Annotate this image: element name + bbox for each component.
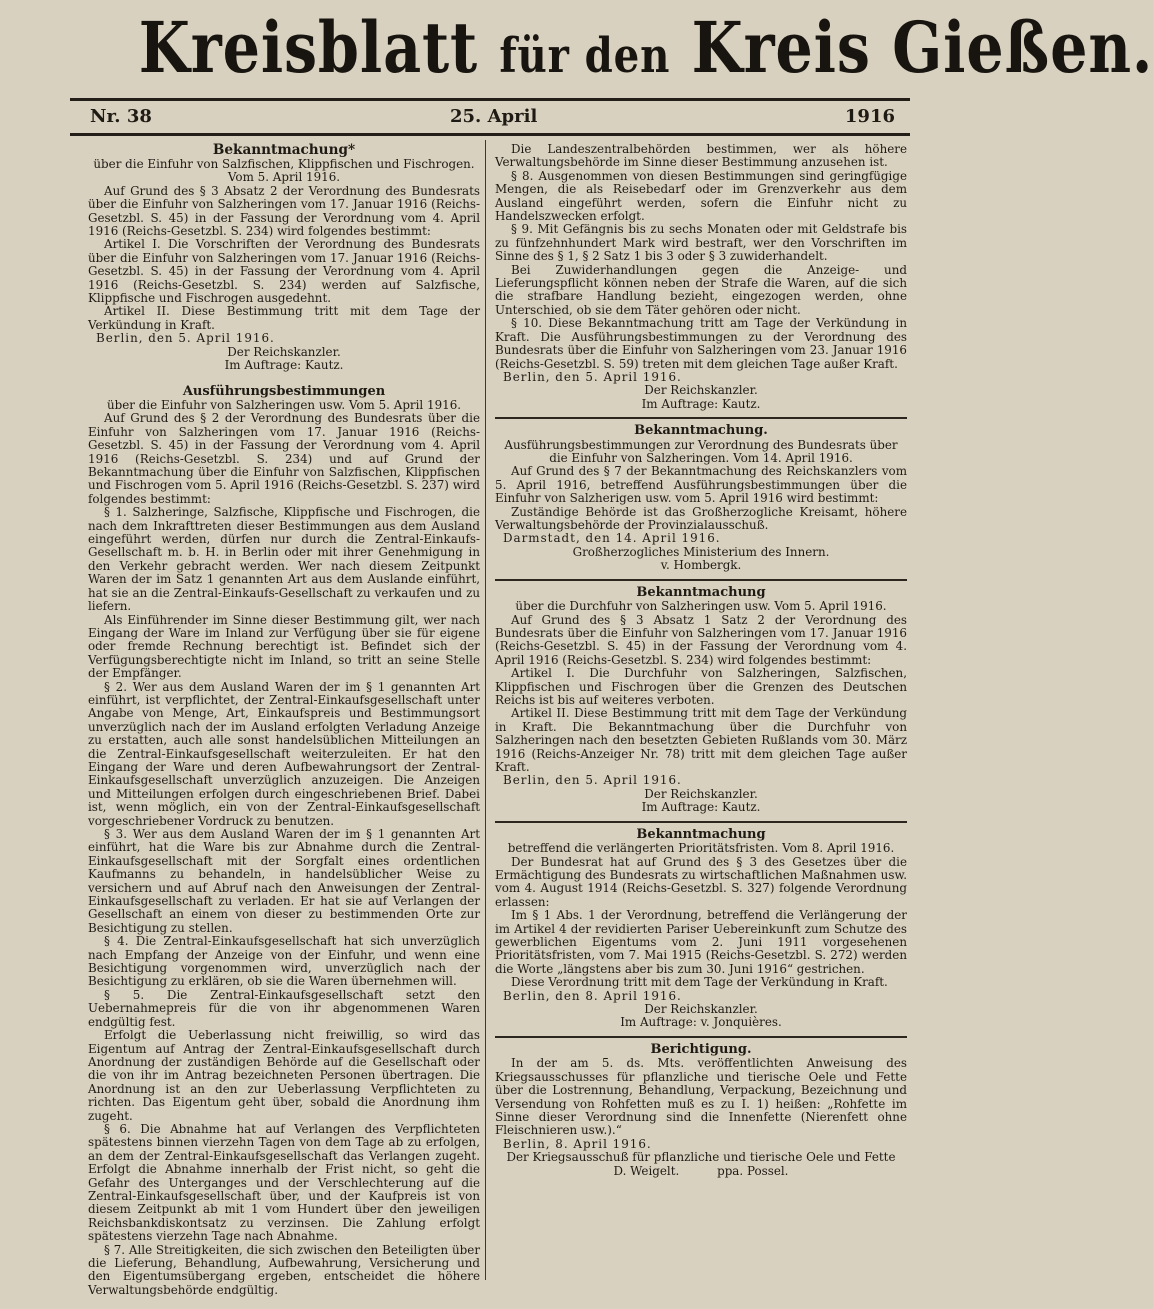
right-column: [495, 143, 907, 1293]
paragraph: § 3. Wer aus dem Ausland Waren der im § 1 genannten Art einführt, hat die Ware bis zur Abnahme durch die Zentral-Einkaufsgesellschaft mit der Sorgfalt eines ordentlichen Kaufmanns zu behandeln, in handelsüblicher Weise zu versichern und auf Abruf nach den Anweisungen der Zentral-Einkaufsgesellschaft zu verladen. Er hat sie auf Verlangen der Gesellschaft an einem von dieser zu bestimmenden Orte zur Besichtigung zu stellen.: [88, 827, 480, 935]
paragraph: § 8. Ausgenommen von diesen Bestimmungen sind geringfügige Mengen, die als Reisebedarf oder im Grenzverkehr aus dem Ausland eingeführt werden, sofern die Einfuhr nicht zu Handelszwecken erfolgt.: [495, 168, 907, 224]
bottom-rule: [70, 133, 910, 136]
paragraph: § 5. Die Zentral-Einkaufsgesellschaft setzt den Uebernahmepreis für die von ihr abgenommenen Waren endgültig fest.: [88, 987, 480, 1029]
paragraph: § 4. Die Zentral-Einkaufsgesellschaft hat sich unverzüglich nach Empfang der Anzeige von der Einfuhr, und wenn eine Besichtigung vorgenommen wird, unverzüglich nach der Besichtigung zu erklären, ob sie die Waren übernehmen will.: [88, 934, 480, 989]
article-heading: Berichtigung.: [650, 1041, 752, 1057]
paragraph: § 9. Mit Gefängnis bis zu sechs Monaten oder mit Geldstrafe bis zu fünfzehnhundert Mark wird bestraft, wer den Vorschriften im Sinne des § 1, § 2 Satz 1 bis 3 oder § 3 zuwiderhandelt.: [495, 222, 907, 264]
place-date: Berlin, 8. April 1916.: [503, 1136, 652, 1151]
issue-number: Nr. 38: [90, 106, 152, 127]
place-date: Berlin, den 8. April 1916.: [503, 988, 682, 1003]
paragraph: Artikel II. Diese Bestimmung tritt mit dem Tage der Verkündung in Kraft.: [88, 304, 480, 332]
signature-name: D. Weigelt. ppa. Possel.: [613, 1163, 789, 1178]
paragraph: Auf Grund des § 7 der Bekanntmachung des Reichskanzlers vom 5. April 1916, betreffend Ausführungsbestimmungen über die Einfuhr von Salzherigen usw. vom 5. April 1916 wird bestimmt:: [495, 464, 907, 506]
signature-title: Der Reichskanzler.: [227, 344, 341, 359]
issue-date: 25. April: [450, 106, 538, 127]
place-date: Berlin, den 5. April 1916.: [503, 773, 682, 788]
article-subheading: über die Durchfuhr von Salzheringen usw. Vom 5. April 1916.: [515, 599, 887, 614]
paragraph: § 6. Die Abnahme hat auf Verlangen des Verpflichteten spätestens binnen vierzehn Tagen von dem Tage ab zu erfolgen, an dem der Zentral-Einkaufsgesellschaft das Verlangen zugeht. Erfolgt die Abnahme innerhalb der Frist nicht, so geht die Gefahr des Unterganges und der Verschlechterung auf die Zentral-Einkaufsgesellschaft über, und der Kaufpreis ist von diesem Zeitpunkt ab mit 1 vom Hundert über den jeweiligen Reichsbankdiskontsatz zu verzinsen. Die Zahlung erfolgt spätestens vierzehn Tage nach Abnahme.: [88, 1121, 480, 1244]
masthead: [138, 4, 1153, 92]
paragraph: § 2. Wer aus dem Ausland Waren der im § 1 genannten Art einführt, ist verpflichtet, der Zentral-Einkaufsgesellschaft unter Angabe von Menge, Art, Einkaufspreis und Bestimmungsort unverzüglich nach der im Ausland erfolgten Verladung Anzeige zu erstatten, auch alle sonst handelsüblichen Mitteilungen an die Zentral-Einkaufsgesellschaft weiterzuleiten. Er hat den Eingang der Ware und deren Aufbewahrungsort der Zentral-Einkaufsgesellschaft unverzüglich anzuzeigen. Die Anzeigen und Mitteilungen erfolgen durch eingeschriebenen Brief. Dabei ist, wenn möglich, ein von der Zentral-Einkaufsgesellschaft vorgeschriebener Vordruck zu benutzen.: [88, 679, 480, 828]
article-heading: Bekanntmachung.: [634, 423, 768, 439]
left-column: [88, 142, 480, 1297]
signature-name: Im Auftrage: Kautz.: [641, 800, 761, 815]
signature-title: Der Reichskanzler.: [644, 1002, 758, 1017]
paragraph: Diese Verordnung tritt mit dem Tage der Verkündung in Kraft.: [511, 975, 888, 990]
signature-title: Der Reichskanzler.: [644, 786, 758, 801]
article-heading: Ausführungsbestimmungen: [182, 383, 386, 399]
section-divider: [495, 579, 907, 581]
paragraph: § 7. Alle Streitigkeiten, die sich zwischen den Beteiligten über die Lieferung, Behandlung, Aufbewahrung, Versicherung und den Eigentumsübergang ergeben, entscheidet die höhere Verwaltungsbehörde endgültig.: [88, 1242, 480, 1297]
paragraph: Zuständige Behörde ist das Großherzogliche Kreisamt, höhere Verwaltungsbehörde der Provinzialausschuß.: [495, 504, 907, 533]
article-subheading: über die Einfuhr von Salzfischen, Klippfischen und Fischrogen. Vom 5. April 1916.: [93, 157, 475, 185]
masthead-title-b: für den: [499, 28, 671, 84]
masthead-title-c: Kreis Gießen.: [691, 6, 1153, 89]
place-date: Berlin, den 5. April 1916.: [96, 331, 275, 346]
masthead-title-a: Kreisblatt: [138, 6, 479, 89]
section-divider: [495, 1036, 907, 1038]
article-subheading: Ausführungsbestimmungen zur Verordnung des Bundesrats über die Einfuhr von Salzheringen. Vom 14. April 1916.: [504, 437, 898, 466]
signature-title: Großherzogliches Ministerium des Innern.: [572, 544, 830, 559]
paragraph: Die Landeszentralbehörden bestimmen, wer als höhere Verwaltungsbehörde im Sinne dieser Bestimmung anzusehen ist.: [495, 142, 907, 170]
paragraph: Bei Zuwiderhandlungen gegen die Anzeige- und Lieferungspflicht können neben der Strafe die Waren, auf die sich die strafbare Handlung bezieht, eingezogen werden, ohne Unterschied, ob sie dem Täter gehören oder nicht.: [495, 262, 907, 317]
paragraph: § 1. Salzheringe, Salzfische, Klippfische und Fischrogen, die nach dem Inkrafttreten dieser Bestimmungen aus dem Ausland eingeführt werden, dürfen nur durch die Zentral-Einkaufs-Gesellschaft m. b. H. in Berlin oder mit ihrer Genehmigung in den Verkehr gebracht werden. Wer nach diesem Zeitpunkt Waren der im Satz 1 genannten Art aus dem Auslande einführt, hat sie an die Zentral-Einkaufs-Gesellschaft zu verkaufen und zu liefern.: [88, 505, 480, 614]
paragraph: Der Bundesrat hat auf Grund des § 3 des Gesetzes über die Ermächtigung des Bundesrats zu wirtschaftlichen Maßnahmen usw. vom 4. August 1914 (Reichs-Gesetzbl. S. 327) folgende Verordnung erlassen:: [495, 854, 907, 909]
signature-name: v. Hombergk.: [660, 558, 742, 573]
article-heading: Bekanntmachung: [636, 826, 766, 842]
signature-name: Im Auftrage: v. Jonquières.: [620, 1015, 782, 1030]
issue-line: [70, 104, 910, 130]
paragraph: Erfolgt die Ueberlassung nicht freiwillig, so wird das Eigentum auf Antrag der Zentral-Einkaufsgesellschaft durch Anordnung der zuständigen Behörde auf die Gesellschaft oder die von ihr im Antrag bezeichneten Personen übertragen. Die Anordnung ist an den zur Ueberlassung Verpflichteten zu richten. Das Eigentum geht über, sobald die Anordnung ihm zugeht.: [88, 1028, 480, 1123]
paragraph: Auf Grund des § 2 der Verordnung des Bundesrats über die Einfuhr von Salzheringen vom 17. Januar 1916 (Reichs-Gesetzbl. S. 45) in der Fassung der Verordnung vom 4. April 1916 (Reichs-Gesetzbl. S. 234) und auf Grund der Bekanntmachung über die Einfuhr von Salzfischen, Klippfischen und Fischrogen vom 5. April 1916 (Reichs-Gesetzbl. S. 237) wird folgendes bestimmt:: [88, 411, 480, 506]
paragraph: § 10. Diese Bekanntmachung tritt am Tage der Verkündung in Kraft. Die Ausführungsbestimmungen zu der Verordnung des Bundesrats über die Einfuhr von Salzheringen vom 23. Januar 1916 (Reichs-Gesetzbl. S. 59) treten mit dem gleichen Tage außer Kraft.: [495, 316, 907, 371]
article-heading: Bekanntmachung: [636, 584, 766, 600]
article-heading: Bekanntmachung*: [212, 142, 356, 158]
article-subheading: betreffend die verlängerten Prioritätsfristen. Vom 8. April 1916.: [507, 841, 895, 856]
signature-title: Der Reichskanzler.: [644, 383, 758, 398]
signature-title: Der Kriegsausschuß für pflanzliche und tierische Oele und Fette: [506, 1150, 896, 1165]
issue-year: 1916: [844, 106, 895, 127]
paragraph: Artikel I. Die Vorschriften der Verordnung des Bundesrats über die Einfuhr von Salzheringen vom 17. Januar 1916 (Reichs-Gesetzbl. S. 45) in der Fassung der Verordnung vom 4. April 1916 (Reichs-Gesetzbl. S. 234) werden auf Salzfische, Klippfische und Fischrogen ausgedehnt.: [88, 237, 480, 306]
section-divider: [495, 417, 907, 419]
place-date: Berlin, den 5. April 1916.: [503, 369, 682, 384]
paragraph: Artikel I. Die Durchfuhr von Salzheringen, Salzfischen, Klippfischen und Fischrogen über die Grenzen des Deutschen Reichs ist bis auf weiteres verboten.: [495, 666, 907, 708]
paragraph: Artikel II. Diese Bestimmung tritt mit dem Tage der Verkündung in Kraft. Die Bekanntmachung über die Durchfuhr von Salzheringen nach den besetzten Gebieten Rußlands vom 30. März 1916 (Reichs-Anzeiger Nr. 78) tritt mit dem gleichen Tage außer Kraft.: [495, 706, 907, 775]
paragraph: Auf Grund des § 3 Absatz 2 der Verordnung des Bundesrats über die Einfuhr von Salzheringen vom 17. Januar 1916 (Reichs-Gesetzbl. S. 45) in der Fassung der Verordnung vom 4. April 1916 (Reichs-Gesetzbl. S. 234) wird folgendes bestimmt:: [88, 183, 480, 239]
place-date: Darmstadt, den 14. April 1916.: [503, 531, 721, 546]
paragraph: Im § 1 Abs. 1 der Verordnung, betreffend die Verlängerung der im Artikel 4 der revidierten Pariser Uebereinkunft zum Schutze des gewerblichen Eigentums vom 2. Juni 1911 vorgesehenen Prioritätsfristen, vom 7. Mai 1915 (Reichs-Gesetzbl. S. 272) werden die Worte „längstens aber bis zum 30. Juni 1916“ gestrichen.: [495, 908, 907, 976]
paragraph: In der am 5. ds. Mts. veröffentlichten Anweisung des Kriegsausschusses für pflanzliche und tierische Oele und Fette über die Lostrennung, Behandlung, Verpackung, Bezeichnung und Versendung von Rohfetten muß es zu I. 1) heißen: „Rohfette im Sinne dieser Verordnung sind die Innenfette (Nierenfett ohne Fleischnieren usw.).“: [495, 1056, 907, 1138]
top-rule: [70, 98, 910, 101]
paragraph: Als Einführender im Sinne dieser Bestimmung gilt, wer nach Eingang der Ware im Inland zur Verfügung über sie für eigene oder fremde Rechnung berechtigt ist. Befindet sich der Verfügungsberechtigte nicht im Inland, so tritt an seine Stelle der Empfänger.: [88, 612, 480, 681]
section-divider: [495, 821, 907, 823]
paragraph: Auf Grund des § 3 Absatz 1 Satz 2 der Verordnung des Bundesrats über die Einfuhr von Salzheringen vom 17. Januar 1916 (Reichs-Gesetzbl. S. 45) in der Fassung der Verordnung vom 4. April 1916 (Reichs-Gesetzbl. S. 234) wird folgendes bestimmt:: [495, 612, 907, 667]
signature-name: Im Auftrage: Kautz.: [641, 396, 761, 411]
column-separator: [485, 140, 486, 1280]
article-subheading: über die Einfuhr von Salzheringen usw. Vom 5. April 1916.: [106, 398, 462, 412]
signature-name: Im Auftrage: Kautz.: [224, 358, 344, 373]
